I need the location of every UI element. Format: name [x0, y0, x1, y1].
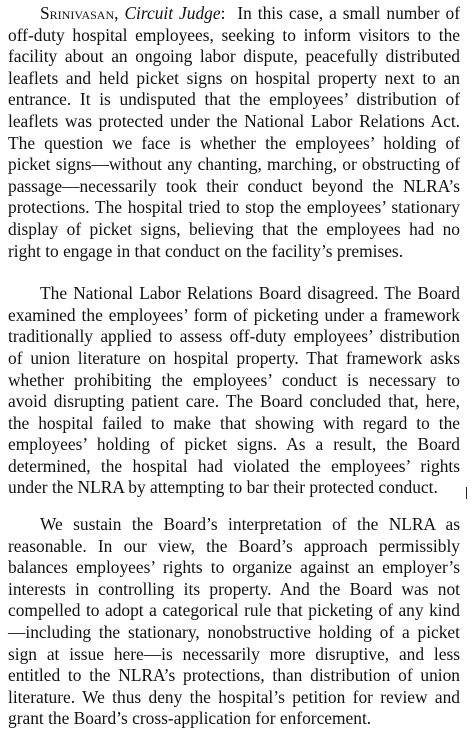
opinion-paragraph-2: The National Labor Relations Board disagreed. The Board examined the employees’ form of picketing under a framework traditionally applied to assess off-duty employees’ distribution of union literature on hospital property. That framework asks whether prohibiting the employees’ conduct is necessary to avoid disrupting patient care. The Board concluded that, here, the hospital failed to make that showing with regard to the employees’ holding of picket signs. As a result, the Board determined, the hospital had violated the employees’ rights under the NLRA by attempting to bar their protected conduct.: [8, 283, 460, 498]
opinion-text: [8, 3, 460, 730]
paragraph-1-text: In this case, a small number of off-duty hospital employees, seeking to inform visitors to the facility about an ongoing labor dispute, peacefully distributed leaflets and held picket signs on hospital property next to an entrance. It is undisputed that the employees’ distribution of leaflets was protected under the National Labor Relations Act. The question we face is whether the employees’ holding of picket signs—without any chanting, marching, or obstructing of passage—necessarily took their conduct beyond the NLRA’s protections. The hospital tried to stop the employees’ stationary display of picket signs, believing that the employees had no right to engage in that conduct on the facility’s premises.: [8, 3, 460, 261]
text-cursor: [466, 487, 467, 499]
opinion-paragraph-3: We sustain the Board’s interpretation of the NLRA as reasonable. In our view, the Board’s approach permissibly balances employees’ rights to organize against an employer’s interests in controlling its property. And the Board was not compelled to adopt a categorical rule that picketing of any kind—including the stationary, nonobstructive holding of a picket sign at issue here—is necessarily more disruptive, and less entitled to the NLRA’s protections, than distribution of union literature. We thus deny the hospital’s petition for review and grant the Board’s cross-application for enforcement.: [8, 514, 460, 729]
opinion-paragraph-1: Srinivasan, Circuit Judge: In this case, a small number of off-duty hospital employees, seeking to inform visitors to the facility about an ongoing labor dispute, peacefully distributed leaflets and held picket signs on hospital property next to an entrance. It is undisputed that the employees’ distribution of leaflets was protected under the National Labor Relations Act. The question we face is whether the employees’ holding of picket signs—without any chanting, marching, or obstructing of passage—necessarily took their conduct beyond the NLRA’s protections. The hospital tried to stop the employees’ stationary display of picket signs, believing that the employees had no right to engage in that conduct on the facility’s premises.: [8, 3, 460, 261]
judge-title: Circuit Judge: [124, 3, 221, 23]
judge-name: Srinivasan: [40, 3, 115, 23]
